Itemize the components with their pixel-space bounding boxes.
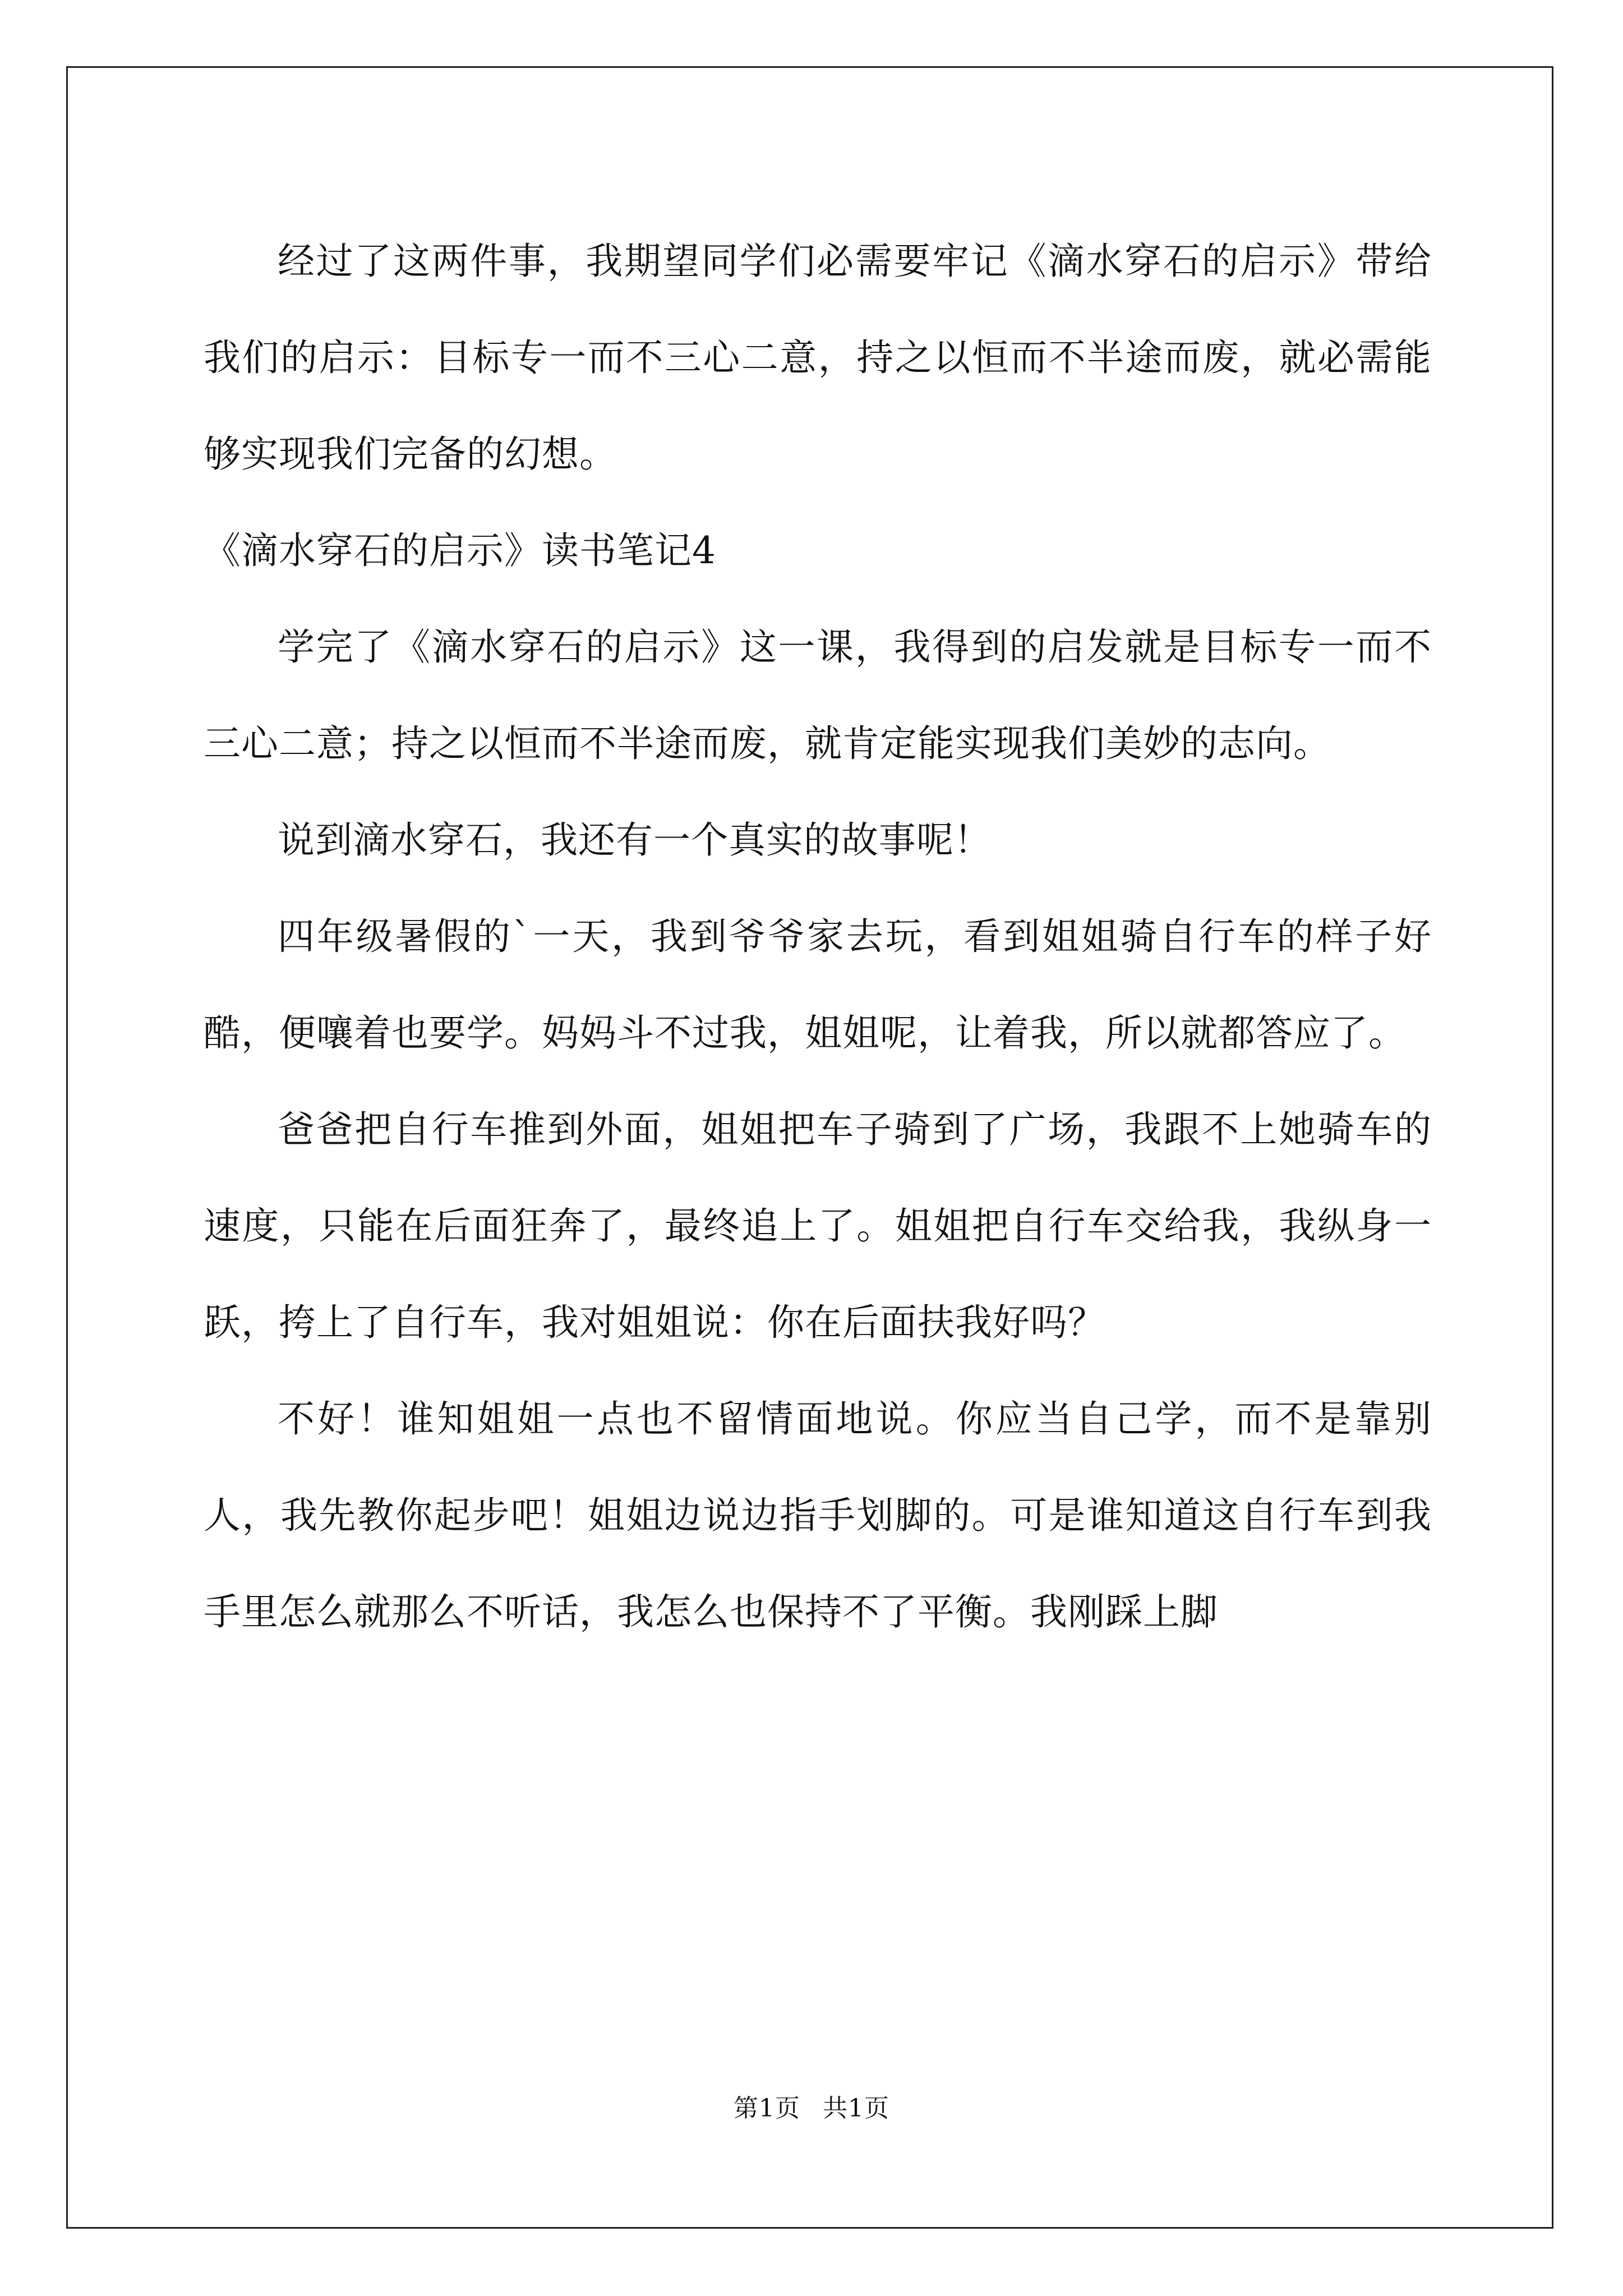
document-body [204, 213, 1432, 1660]
paragraph: 爸爸把自行车推到外面，姐姐把车子骑到了广场，我跟不上她骑车的速度，只能在后面狂奔了，最终追上了。姐姐把自行车交给我，我纵身一跃，挎上了自行车，我对姐姐说：你在后面扶我好吗？ [204, 1108, 1432, 1344]
page-footer [0, 2088, 1623, 2124]
paragraph: 四年级暑假的`一天，我到爷爷家去玩，看到姐姐骑自行车的样子好酷，便嚷着也要学。妈妈斗不过我，姐姐呢，让着我，所以就都答应了。 [204, 915, 1432, 1055]
paragraph: 说到滴水穿石，我还有一个真实的故事呢！ [278, 818, 992, 862]
page-number: 第1页 [734, 2094, 800, 2123]
paragraph: 学完了《滴水穿石的启示》这一课，我得到的启发就是目标专一而不三心二意；持之以恒而不半途而废，就肯定能实现我们美妙的志向。 [204, 625, 1432, 765]
paragraph: 经过了这两件事，我期望同学们必需要牢记《滴水穿石的启示》带给我们的启示：目标专一而不三心二意，持之以恒而不半途而废，就必需能够实现我们完备的幻想。 [204, 240, 1432, 476]
page-total: 共1页 [823, 2094, 889, 2123]
paragraph: 不好！谁知姐姐一点也不留情面地说。你应当自己学，而不是靠别人，我先教你起步吧！姐姐边说边指手划脚的。可是谁知道这自行车到我手里怎么就那么不听话，我怎么也保持不了平衡。我刚踩上脚 [204, 1397, 1432, 1634]
section-heading: 《滴水穿石的启示》读书笔记4 [204, 529, 716, 572]
